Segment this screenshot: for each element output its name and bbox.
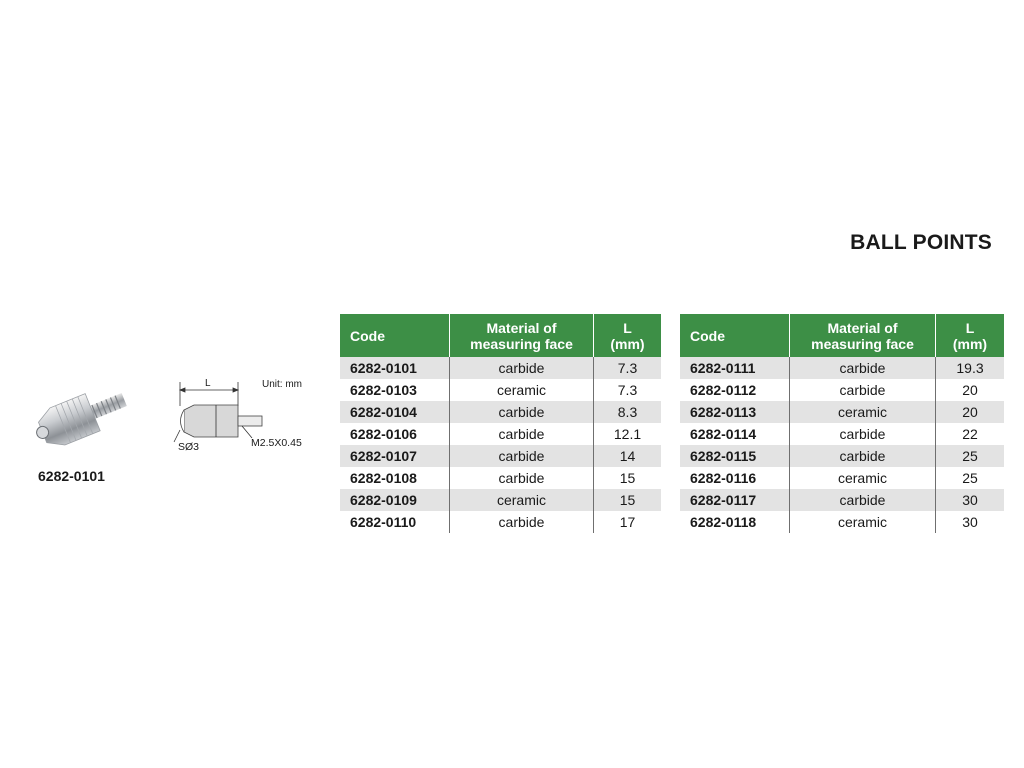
cell-code: 6282-0109 [340,489,450,511]
cell-code: 6282-0112 [680,379,790,401]
table-row [680,357,1004,379]
photo-caption: 6282-0101 [38,468,105,484]
table-row [680,489,1004,511]
table-row [340,511,661,533]
cell-material: carbide [450,445,594,467]
table-header-row [340,314,661,357]
header-material-line1: Material of [486,319,557,336]
table-row [680,511,1004,533]
cell-length: 15 [594,489,662,511]
table-row [340,379,661,401]
header-length-line1: L [965,319,975,336]
header-code: Code [340,314,450,357]
cell-length: 8.3 [594,401,662,423]
cell-code: 6282-0114 [680,423,790,445]
cell-code: 6282-0110 [340,511,450,533]
cell-material: carbide [790,445,936,467]
unit-note: Unit: mm [262,379,302,390]
cell-material: ceramic [790,401,936,423]
cell-material: carbide [450,423,594,445]
table-header-row [680,314,1004,357]
cell-code: 6282-0116 [680,467,790,489]
cell-material: carbide [450,357,594,379]
cell-length: 15 [594,467,662,489]
cell-length: 25 [936,445,1005,467]
cell-length: 25 [936,467,1005,489]
cell-material: carbide [790,379,936,401]
cell-material: carbide [790,357,936,379]
cell-length: 19.3 [936,357,1005,379]
dimension-sphere-label: SØ3 [178,441,200,453]
header-length-line2: (mm) [952,335,988,352]
dimension-length-label: L [205,378,211,389]
table-row [340,401,661,423]
spec-table-left [340,314,661,533]
table-row [680,379,1004,401]
cell-material: ceramic [450,379,594,401]
cell-code: 6282-0106 [340,423,450,445]
cell-length: 14 [594,445,662,467]
cell-material: carbide [450,511,594,533]
cell-length: 7.3 [594,379,662,401]
cell-length: 30 [936,489,1005,511]
cell-material: carbide [790,489,936,511]
table-row [680,445,1004,467]
header-length-line1: L [623,319,632,336]
cell-length: 20 [936,379,1005,401]
cell-code: 6282-0107 [340,445,450,467]
cell-length: 20 [936,401,1005,423]
header-material-line1: Material of [827,319,898,336]
cell-code: 6282-0101 [340,357,450,379]
header-code: Code [680,314,790,357]
header-material-line2: measuring face [470,335,573,352]
cell-code: 6282-0115 [680,445,790,467]
table-row [340,445,661,467]
header-material-line2: measuring face [811,335,914,352]
header-material [790,314,936,357]
table-row [340,423,661,445]
header-length-line2: (mm) [610,335,645,352]
header-length [594,314,662,357]
table-row [340,467,661,489]
dimension-thread-label: M2.5X0.45 [251,437,302,449]
cell-length: 30 [936,511,1005,533]
table-row [680,467,1004,489]
cell-material: carbide [790,423,936,445]
cell-code: 6282-0118 [680,511,790,533]
table-row [340,489,661,511]
cell-length: 17 [594,511,662,533]
table-row [680,423,1004,445]
cell-material: ceramic [790,467,936,489]
cell-length: 12.1 [594,423,662,445]
cell-code: 6282-0117 [680,489,790,511]
ball-point-photo [26,378,136,458]
cell-code: 6282-0113 [680,401,790,423]
cell-code: 6282-0108 [340,467,450,489]
cell-material: ceramic [790,511,936,533]
cell-material: ceramic [450,489,594,511]
header-material [450,314,594,357]
cell-code: 6282-0103 [340,379,450,401]
table-row [340,357,661,379]
cell-length: 7.3 [594,357,662,379]
header-length [936,314,1005,357]
cell-material: carbide [450,401,594,423]
table-row [680,401,1004,423]
page-title: BALL POINTS [850,231,992,254]
cell-code: 6282-0111 [680,357,790,379]
cell-material: carbide [450,467,594,489]
cell-code: 6282-0104 [340,401,450,423]
cell-length: 22 [936,423,1005,445]
spec-table-right [680,314,1004,533]
